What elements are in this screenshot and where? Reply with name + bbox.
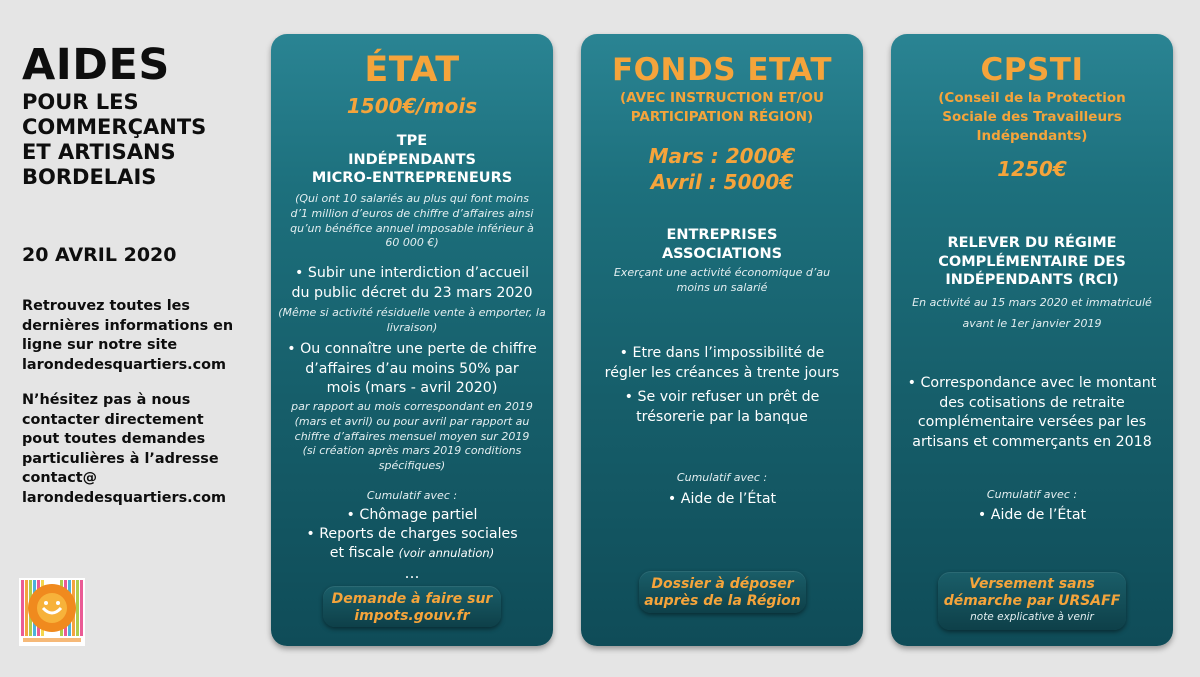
button-line: Versement sans <box>969 576 1095 592</box>
cumulative-label: Cumulatif avec : <box>366 489 458 502</box>
criterion-bullet <box>581 344 863 383</box>
card-subtitle <box>581 89 863 127</box>
eligible-targets <box>271 132 553 188</box>
button-note: note explicative à venir <box>970 611 1094 623</box>
main-title: AIDES <box>22 40 170 90</box>
bullet-line: complémentaire versées par les <box>917 414 1147 431</box>
apply-impots-button[interactable] <box>323 586 501 627</box>
criterion-bullet <box>581 388 863 427</box>
bullet-line: régler les créances à trente jours <box>604 364 840 381</box>
main-subtitle <box>22 90 262 190</box>
eligible-targets <box>581 226 863 263</box>
amount-line: Mars : 2000€ <box>648 144 796 168</box>
target-line: RELEVER DU RÉGIME <box>947 235 1117 251</box>
subtitle-line: (AVEC INSTRUCTION ET/OU <box>619 90 824 106</box>
target-line: ASSOCIATIONS <box>661 245 783 262</box>
contact-email[interactable]: contact@ <box>22 470 98 486</box>
subtitle-line: BORDELAIS <box>22 165 157 189</box>
target-line: MICRO-ENTREPRENEURS <box>311 170 513 186</box>
card-title: ÉTAT <box>364 50 460 90</box>
note-line: (mars et avril) ou pour avril par rapport au <box>294 414 530 428</box>
subtitle-line: PARTICIPATION RÉGION) <box>630 109 814 125</box>
button-line: Dossier à déposer <box>651 576 794 592</box>
note-line: livraison) <box>386 320 438 334</box>
info-line: dernières informations en <box>22 317 234 334</box>
note-line: avant le 1er janvier 2019 <box>962 317 1102 330</box>
note-line: par rapport au mois correspondant en 2019 <box>291 400 533 413</box>
aid-amount: 1250€ <box>997 157 1067 181</box>
subtitle-line: ET ARTISANS <box>22 140 176 164</box>
bullet-line: des cotisations de retraite <box>939 394 1125 411</box>
cumulative-item: • Chômage partiel <box>346 507 478 523</box>
button-line: auprès de la Région <box>644 593 801 609</box>
cumulative-item: • Aide de l’État <box>667 491 777 507</box>
info-line: N’hésitez pas à nous <box>22 392 191 408</box>
cumulative-item: • Reports de charges sociales <box>306 526 518 542</box>
cumulative-item-text: et fiscale <box>329 545 395 561</box>
aid-amount <box>581 143 863 195</box>
card-title: CPSTI <box>980 52 1084 88</box>
target-note <box>891 292 1173 334</box>
target-line: ENTREPRISES <box>666 227 778 243</box>
eligible-targets <box>891 234 1173 290</box>
note-line: (Qui ont 10 salariés au plus qui font moins <box>295 192 529 205</box>
info-line: contacter directement <box>22 411 204 428</box>
info-website <box>22 297 252 375</box>
button-line: impots.gouv.fr <box>354 608 470 624</box>
condition-note <box>271 192 553 251</box>
subtitle-line: COMMERÇANTS <box>22 115 207 139</box>
note-line: 60 000 €) <box>385 236 439 250</box>
target-line: INDÉPENDANTS (RCI) <box>945 272 1119 288</box>
cumulative-label: Cumulatif avec : <box>986 488 1078 501</box>
target-line: INDÉPENDANTS <box>348 151 476 168</box>
subtitle-line: (Conseil de la Protection <box>938 90 1126 106</box>
info-contact <box>22 391 252 508</box>
criterion-bullet <box>271 340 553 399</box>
bullet-line: • Subir une interdiction d’accueil <box>294 265 530 281</box>
note-line: En activité au 15 mars 2020 et immatriculé <box>912 296 1152 309</box>
cumulative-label: Cumulatif avec : <box>676 471 768 484</box>
bullet-line: • Ou connaître une perte de chiffre <box>287 341 537 357</box>
more-ellipsis: … <box>404 564 420 582</box>
bullet-line: artisans et commerçants en 2018 <box>912 433 1152 450</box>
cumulative-item: • Aide de l’État <box>977 507 1087 523</box>
subtitle-line: Sociale des Travailleurs <box>942 109 1122 125</box>
note-line: qu’un bénéfice annuel imposable inférieur à <box>290 221 534 235</box>
website-link[interactable]: larondedesquartiers.com <box>22 356 227 373</box>
note-line: (Même si activité résiduelle vente à emporter, la <box>278 306 546 319</box>
button-line: démarche par URSAFF <box>943 593 1121 609</box>
bullet-line: trésorerie par la banque <box>636 408 808 425</box>
info-line: ligne sur notre site <box>22 337 178 353</box>
criterion-note <box>271 306 553 336</box>
note-line: (si création après mars 2019 conditions <box>302 444 522 458</box>
bullet-line: mois (mars - avril 2020) <box>326 380 498 397</box>
info-line: particulières à l’adresse <box>22 450 219 467</box>
info-line: Retrouvez toutes les <box>22 298 190 314</box>
criterion-bullet <box>271 264 553 303</box>
aid-amount: 1500€/mois <box>346 94 478 118</box>
subtitle-line: Indépendants) <box>976 128 1088 144</box>
target-line: COMPLÉMENTAIRE DES <box>938 253 1126 270</box>
subtitle-line: POUR LES <box>22 90 139 114</box>
bullet-line: d’affaires d’au moins 50% par <box>305 360 519 377</box>
card-fonds-etat <box>581 34 863 646</box>
publication-date: 20 AVRIL 2020 <box>22 244 177 266</box>
ursaff-payment-button[interactable] <box>938 572 1126 630</box>
card-subtitle <box>891 89 1173 146</box>
target-line: TPE <box>396 133 428 149</box>
region-file-button[interactable] <box>639 571 806 613</box>
criterion-note <box>271 400 553 474</box>
card-title: FONDS ETAT <box>612 52 832 88</box>
note-line: d’1 million d’euros de chiffre d’affaires ainsi <box>290 206 534 220</box>
button-line: Demande à faire sur <box>331 591 493 607</box>
bullet-line: • Correspondance avec le montant <box>907 375 1157 391</box>
note-line: chiffre d’affaires mensuel moyen sur 2019 <box>294 429 530 443</box>
note-line: Exerçant une activité économique d’au <box>613 266 831 279</box>
cumulative-item-note: (voir annulation) <box>398 546 495 560</box>
left-panel <box>22 42 262 190</box>
target-note <box>581 266 863 296</box>
note-line: spécifiques) <box>378 459 446 473</box>
bullet-line: • Etre dans l’impossibilité de <box>619 345 825 361</box>
contact-email-domain[interactable]: larondedesquartiers.com <box>22 489 227 506</box>
cumulative-item <box>271 544 553 564</box>
ronde-des-quartiers-logo <box>19 578 85 646</box>
bullet-line: • Se voir refuser un prêt de <box>624 389 820 405</box>
note-line: moins un salarié <box>676 280 768 294</box>
bullet-line: du public décret du 23 mars 2020 <box>291 284 533 301</box>
card-etat <box>271 34 553 646</box>
criterion-bullet <box>891 374 1173 452</box>
card-cpsti <box>891 34 1173 646</box>
amount-line: Avril : 5000€ <box>650 170 794 194</box>
info-line: pout toutes demandes <box>22 431 206 447</box>
